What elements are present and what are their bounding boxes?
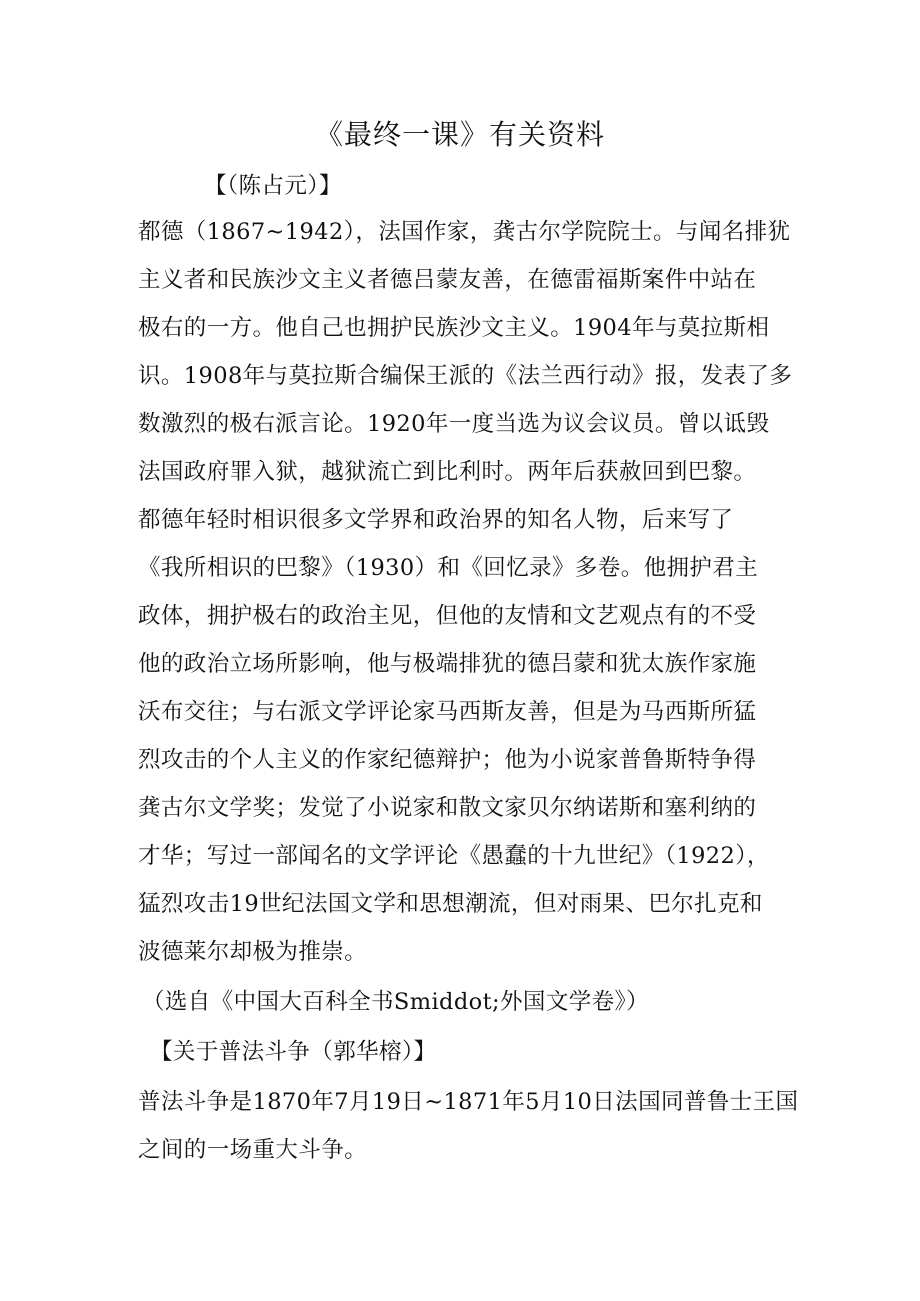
paragraph-line: 主义者和民族沙文主义者德吕蒙友善，在德雷福斯案件中站在 xyxy=(138,267,757,293)
paragraph-line: 波德莱尔却极为推崇。 xyxy=(138,939,368,965)
paragraph-line: 沃布交往；与右派文学评论家马西斯友善，但是为马西斯所猛 xyxy=(138,699,757,725)
paragraph-line: 识。1908年与莫拉斯合编保王派的《法兰西行动》报，发表了多 xyxy=(138,363,793,389)
paragraph-line: 极右的一方。他自己也拥护民族沙文主义。1904年与莫拉斯相 xyxy=(138,315,770,341)
paragraph-line: 烈攻击的个人主义的作家纪德辩护；他为小说家普鲁斯特争得 xyxy=(138,747,757,773)
section-line: 普法斗争是1870年7月19日~1871年5月10日法国同普鲁士王国 xyxy=(138,1089,799,1115)
paragraph-line: 猛烈攻击19世纪法国文学和思想潮流，但对雨果、巴尔扎克和 xyxy=(138,891,763,917)
document-title: 《最终一课》有关资料 xyxy=(314,118,605,151)
section-heading: 【关于普法斗争（郭华榕）】 xyxy=(150,1039,437,1065)
paragraph-line: 龚古尔文学奖；发觉了小说家和散文家贝尔纳诺斯和塞利纳的 xyxy=(138,795,757,821)
paragraph-line: 政体，拥护极右的政治主见，但他的友情和文艺观点有的不受 xyxy=(138,603,757,629)
paragraph-line: 都德（1867~1942），法国作家，龚古尔学院院士。与闻名排犹 xyxy=(138,219,791,245)
author-heading: 【（陈占元）】 xyxy=(204,173,342,199)
paragraph-line: 他的政治立场所影响，他与极端排犹的德吕蒙和犹太族作家施 xyxy=(138,651,757,677)
paragraph-line: 数激烈的极右派言论。1920年一度当选为议会议员。曾以诋毁 xyxy=(138,411,770,437)
source-citation: （选自《中国大百科全书Smiddot;外国文学卷》） xyxy=(142,989,650,1015)
paragraph-line: 都德年轻时相识很多文学界和政治界的知名人物，后来写了 xyxy=(138,507,734,533)
paragraph-line: 法国政府罪入狱，越狱流亡到比利时。两年后获赦回到巴黎。 xyxy=(138,459,757,485)
paragraph-line: 《我所相识的巴黎》（1930）和《回忆录》多卷。他拥护君主 xyxy=(138,555,759,581)
section-line: 之间的一场重大斗争。 xyxy=(138,1137,368,1163)
paragraph-line: 才华；写过一部闻名的文学评论《愚蠢的十九世纪》（1922）， xyxy=(138,843,770,869)
